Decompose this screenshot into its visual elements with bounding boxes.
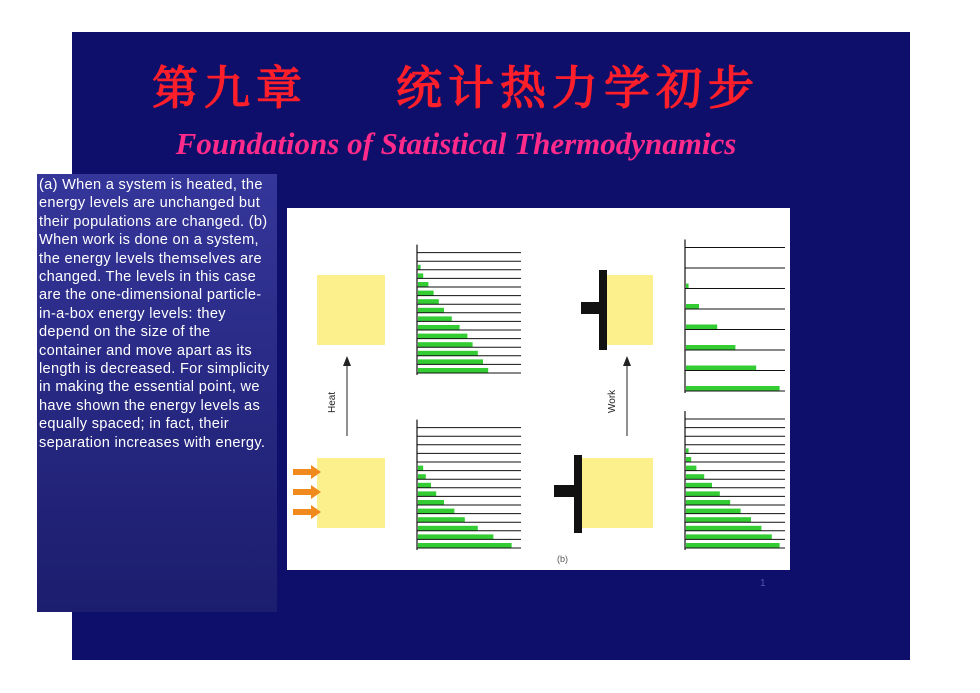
heat-after-levels-population-bar xyxy=(418,308,444,313)
heat-before-levels-population-bar xyxy=(418,491,436,496)
work-before-levels-population-bar xyxy=(686,543,780,548)
heat-box-after xyxy=(317,275,385,345)
heat-arrow-icon xyxy=(293,505,321,519)
work-label: Work xyxy=(607,389,618,413)
work-before-levels xyxy=(685,411,785,550)
heat-after-levels-population-bar xyxy=(418,325,460,330)
work-before-levels-population-bar xyxy=(686,483,712,488)
chapter-title-chinese: 第九章 统计热力学初步 xyxy=(151,61,761,115)
work-before-levels-population-bar xyxy=(686,500,730,505)
work-after-levels-population-bar xyxy=(686,325,717,330)
heat-after-levels-population-bar xyxy=(418,265,421,270)
heat-before-levels-population-bar xyxy=(418,509,454,514)
heat-before-levels-population-bar xyxy=(418,543,512,548)
heat-after-levels-population-bar xyxy=(418,282,428,287)
heat-before-levels-population-bar xyxy=(418,534,493,539)
heat-after-levels-population-bar xyxy=(418,316,452,321)
heat-arrow-icon xyxy=(293,465,321,479)
heat-after-levels-population-bar xyxy=(418,351,478,356)
work-after-levels-population-bar xyxy=(686,345,735,350)
work-before-levels-population-bar xyxy=(686,534,772,539)
heat-label: Heat xyxy=(327,391,338,413)
heat-after-levels-population-bar xyxy=(418,368,488,373)
work-after-levels-population-bar xyxy=(686,366,756,371)
heat-after-levels-population-bar xyxy=(418,299,439,304)
work-before-levels-population-bar xyxy=(686,491,720,496)
work-process-arrow xyxy=(607,356,631,436)
chapter-title-english: Foundations of Statistical Thermodynamics xyxy=(175,126,737,161)
work-after-levels-population-bar xyxy=(686,304,699,309)
page-number: 1 xyxy=(760,578,766,589)
work-after-levels-population-bar xyxy=(686,284,689,289)
work-before-levels-population-bar xyxy=(686,526,761,531)
heat-after-levels-population-bar xyxy=(418,291,434,296)
heat-box-before xyxy=(317,458,385,528)
heat-before-levels-population-bar xyxy=(418,474,426,479)
heat-before-levels-population-bar xyxy=(418,517,465,522)
work-box-after xyxy=(607,275,653,345)
heat-after-levels-population-bar xyxy=(418,359,483,364)
work-after-levels-population-bar xyxy=(686,386,780,391)
heat-after-levels-population-bar xyxy=(418,273,423,278)
work-box-before xyxy=(577,458,653,528)
work-before-levels-population-bar xyxy=(686,457,691,462)
heat-before-levels-population-bar xyxy=(418,483,431,488)
work-after-levels xyxy=(685,240,785,394)
heat-input-arrows xyxy=(293,465,321,519)
heat-after-levels-population-bar xyxy=(418,342,473,347)
piston-before xyxy=(554,455,582,533)
heat-after-levels xyxy=(417,245,521,375)
panel-label: (b) xyxy=(557,554,568,564)
figure-caption: (a) When a system is heated, the energy levels are unchanged but their populations are changed. (b) When work is done on a system, the energy levels themselves are changed. The levels in this case are the one-dimensional particle-in-a-box energy levels: they depend on the size of the container and move apart as its length is decreased. For simplicity in making the essential point, we have shown the energy levels as equally spaced; in fact, their separation increases with energy. xyxy=(37,174,277,612)
piston-after xyxy=(581,270,607,350)
heat-after-levels-population-bar xyxy=(418,334,467,339)
heat-before-levels-population-bar xyxy=(418,500,444,505)
work-before-levels-population-bar xyxy=(686,448,689,453)
heat-before-levels-population-bar xyxy=(418,466,423,471)
work-before-levels-population-bar xyxy=(686,517,751,522)
energy-levels-diagram xyxy=(287,208,790,570)
heat-before-levels-population-bar xyxy=(418,526,478,531)
heat-before-levels xyxy=(417,420,521,550)
work-before-levels-population-bar xyxy=(686,474,704,479)
energy-levels-figure xyxy=(287,208,790,570)
heat-process-arrow xyxy=(327,356,351,436)
work-before-levels-population-bar xyxy=(686,509,741,514)
heat-arrow-icon xyxy=(293,485,321,499)
work-before-levels-population-bar xyxy=(686,466,696,471)
